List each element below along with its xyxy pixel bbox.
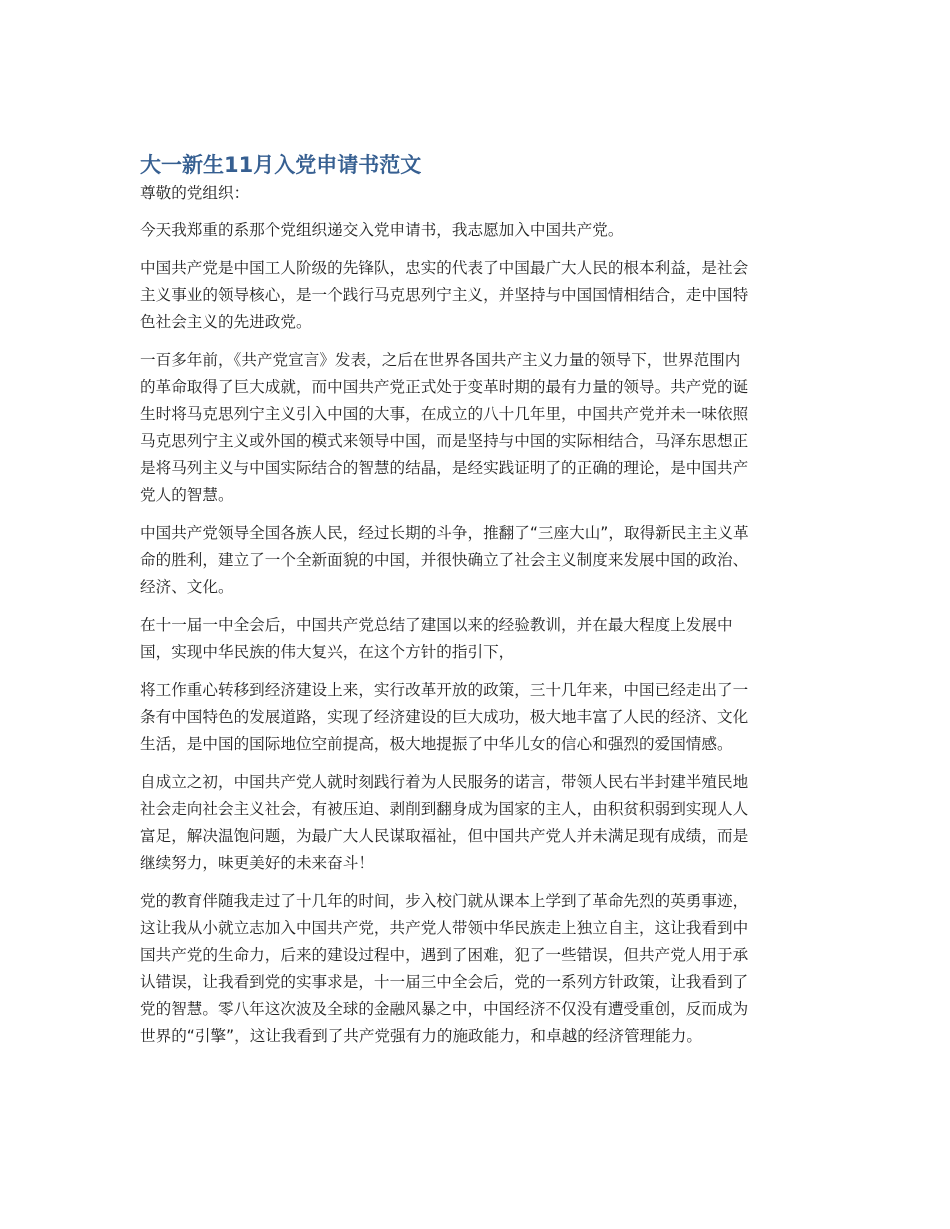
paragraph-line: 一百多年前，《共产党宣言》发表，之后在世界各国共产主义力量的领导下，世界范围内 [140,351,741,369]
paragraph-line: 国，实现中华民族的伟大复兴，在这个方针的指引下， [140,643,515,661]
paragraph-list [140,217,810,1050]
paragraph [140,677,810,758]
paragraph-line: 党人的智慧。 [140,486,234,504]
paragraph-line: 在十一届一中全会后，中国共产党总结了建国以来的经验教训，并在最大程度上发展中 [140,616,733,634]
paragraph-line: 的革命取得了巨大成就，而中国共产党正式处于变革时期的最有力量的领导。共产党的诞 [140,378,749,396]
paragraph [140,612,810,666]
paragraph-line: 世界的“引擎”，这让我看到了共产党强有力的施政能力，和卓越的经济管理能力。 [140,1027,702,1045]
paragraph-line: 色社会主义的先进政党。 [140,313,312,331]
paragraph-line: 生时将马克思列宁主义引入中国的大事，在成立的八十几年里，中国共产党并未一味依照 [140,405,749,423]
paragraph [140,347,810,509]
document-body [140,150,810,1061]
paragraph [140,888,810,1050]
paragraph [140,217,810,244]
paragraph-line: 经济、文化。 [140,578,234,596]
paragraph-line: 马克思列宁主义或外国的模式来领导中国，而是坚持与中国的实际相结合，马泽东思想正 [140,432,749,450]
paragraph-line: 社会走向社会主义社会，有被压迫、剥削到翻身成为国家的主人，由积贫积弱到实现人人 [140,800,749,818]
salutation: 尊敬的党组织： [140,184,250,202]
paragraph-line: 继续努力，味更美好的未来奋斗！ [140,854,374,872]
paragraph-line: 今天我郑重的系那个党组织递交入党申请书，我志愿加入中国共产党。 [140,221,624,239]
paragraph-line: 国共产党的生命力，后来的建设过程中，遇到了困难，犯了一些错误，但共产党人用于承 [140,946,749,964]
document-title: 大一新生11月入党申请书范文 [140,153,422,177]
paragraph-line: 这让我从小就立志加入中国共产党，共产党人带领中华民族走上独立自主，这让我看到中 [140,919,749,937]
paragraph-line: 生活，是中国的国际地位空前提高，极大地提振了中华儿女的信心和强烈的爱国情感。 [140,735,733,753]
paragraph-line: 将工作重心转移到经济建设上来，实行改革开放的政策，三十几年来，中国已经走出了一 [140,681,749,699]
paragraph-line: 主义事业的领导核心，是一个践行马克思列宁主义，并坚持与中国国情相结合，走中国特 [140,286,749,304]
paragraph-line: 中国共产党领导全国各族人民，经过长期的斗争，推翻了“三座大山”，取得新民主主义革 [140,524,749,542]
paragraph [140,520,810,601]
paragraph-line: 富足，解决温饱问题，为最广大人民谋取福祉，但中国共产党人并未满足现有成绩，而是 [140,827,749,845]
paragraph-line: 是将马列主义与中国实际结合的智慧的结晶，是经实践证明了的正确的理论，是中国共产 [140,459,749,477]
paragraph-line: 条有中国特色的发展道路，实现了经济建设的巨大成功，极大地丰富了人民的经济、文化 [140,708,749,726]
paragraph-line: 认错误，让我看到党的实事求是，十一届三中全会后，党的一系列方针政策，让我看到了 [140,973,749,991]
paragraph-line: 党的教育伴随我走过了十几年的时间，步入校门就从课本上学到了革命先烈的英勇事迹， [140,892,749,910]
paragraph-line: 党的智慧。零八年这次波及全球的金融风暴之中，中国经济不仅没有遭受重创，反而成为 [140,1000,749,1018]
paragraph [140,255,810,336]
paragraph [140,769,810,877]
paragraph-line: 中国共产党是中国工人阶级的先锋队，忠实的代表了中国最广大人民的根本利益，是社会 [140,259,749,277]
paragraph-line: 自成立之初，中国共产党人就时刻践行着为人民服务的诺言，带领人民右半封建半殖民地 [140,773,749,791]
paragraph-line: 命的胜利，建立了一个全新面貌的中国，并很快确立了社会主义制度来发展中国的政治、 [140,551,749,569]
